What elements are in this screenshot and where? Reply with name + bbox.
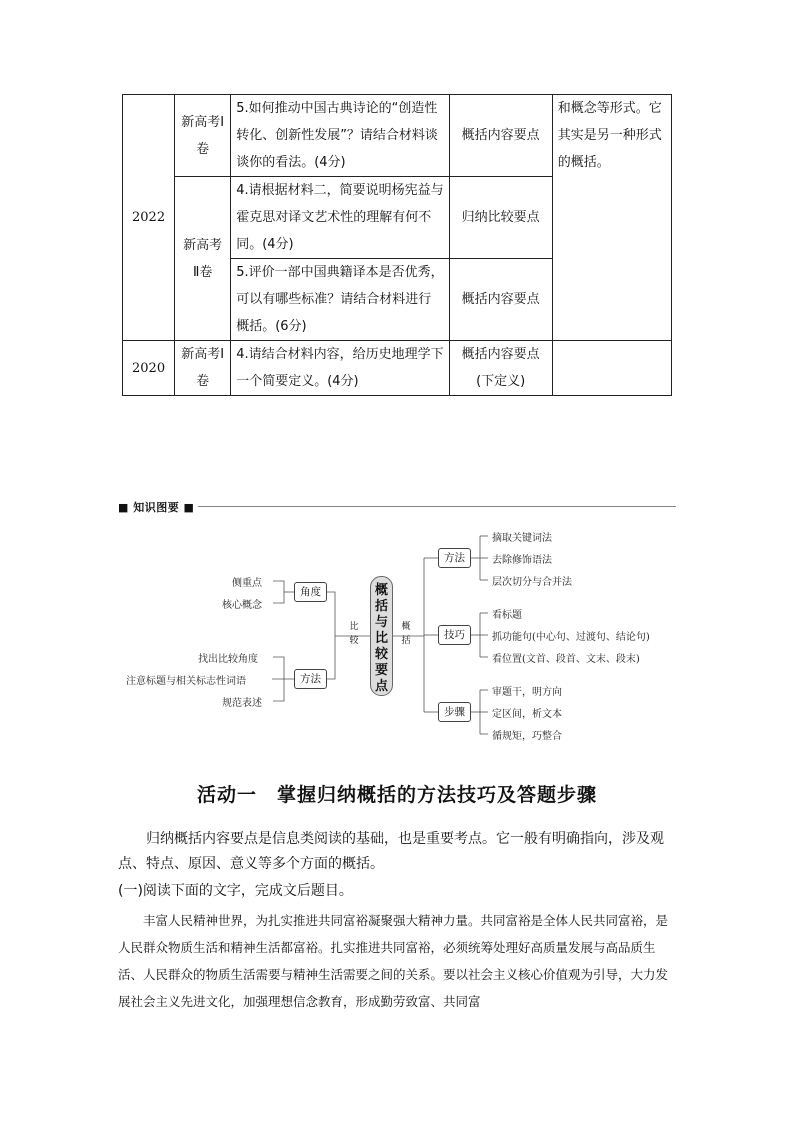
skill-cell: 归纳比较要点 [449, 177, 552, 259]
leaf-item: 去除修饰语法 [492, 555, 552, 566]
leaf-item: 侧重点 [232, 578, 262, 589]
node-method-right: 方法 [438, 548, 471, 568]
center-topic: 概括与比较要点 [370, 576, 393, 696]
skill-cell: 概括内容要点 [449, 95, 552, 177]
question-cell: 4.请结合材料内容，给历史地理学下一个简要定义。(4分) [231, 341, 449, 396]
leaf-item: 找出比较角度 [198, 654, 258, 665]
leaf-item: 注意标题与相关标志性词语 [126, 676, 246, 687]
leaf-item: 核心概念 [222, 600, 262, 611]
intro-paragraph: 归纳概括内容要点是信息类阅读的基础，也是重要考点。它一般有明确指向，涉及观点、特点、原因、意义等多个方面的概括。 [118, 831, 664, 872]
year-cell: 2022 [123, 95, 175, 341]
question-cell: 5.如何推动中国古典诗论的“创造性转化、创新性发展”？请结合材料谈谈你的看法。(4分) [231, 95, 449, 177]
knowledge-map-header: ■ 知识图要 ■ [118, 501, 195, 514]
paper-cell: 新高考Ⅰ卷 [175, 95, 231, 177]
leaf-item: 定区间，析文本 [492, 709, 562, 720]
branch-label-compare: 比较 [349, 622, 359, 646]
leaf-item: 审题干，明方向 [492, 687, 562, 698]
leaf-item: 规范表述 [222, 698, 262, 709]
leaf-item: 摘取关键词法 [492, 533, 552, 544]
year-cell: 2020 [123, 341, 175, 396]
note-cell: 和概念等形式。它其实是另一种形式的概括。 [552, 95, 671, 341]
node-angle: 角度 [294, 582, 327, 602]
question-cell: 4.请根据材料二，简要说明杨宪益与霍克思对译文艺术性的理解有何不同。(4分) [231, 177, 449, 259]
passage-text: 丰富人民精神世界，为扎实推进共同富裕凝聚强大精神力量。共同富裕是全体人民共同富裕，是人民群众物质生活和精神生活都富裕。扎实推进共同富裕，必须统筹处理好高质量发展与高品质生活、人民群众的物质生活需要与精神生活需要之间的关系。要以社会主义核心价值观为引导，大力发展社会主义先进文化，加强理想信念教育，形成勤劳致富、共同富 [118, 913, 669, 1009]
activity-title: 活动一 掌握归纳概括的方法技巧及答题步骤 [196, 784, 597, 806]
leaf-item: 循规矩，巧整合 [492, 731, 562, 742]
leaf-item: 看标题 [492, 610, 522, 621]
instruction-text: (一)阅读下面的文字，完成文后题目。 [118, 883, 353, 899]
paper-cell: 新高考Ⅱ卷 [175, 177, 231, 341]
leaf-item: 抓功能句(中心句、过渡句、结论句) [492, 632, 650, 643]
node-steps: 步骤 [438, 702, 471, 722]
leaf-item: 看位置(文首、段首、文末、段末) [492, 654, 640, 665]
leaf-item: 层次切分与合并法 [492, 577, 572, 588]
node-method-left: 方法 [294, 669, 327, 689]
skill-cell: 概括内容要点 [449, 259, 552, 341]
question-cell: 5.评价一部中国典籍译本是否优秀，可以有哪些标准？请结合材料进行概括。(6分) [231, 259, 449, 341]
skill-cell: 概括内容要点(下定义) [449, 341, 552, 396]
node-technique: 技巧 [438, 625, 471, 645]
paper-cell: 新高考Ⅰ卷 [175, 341, 231, 396]
branch-label-summarize: 概括 [401, 622, 411, 646]
